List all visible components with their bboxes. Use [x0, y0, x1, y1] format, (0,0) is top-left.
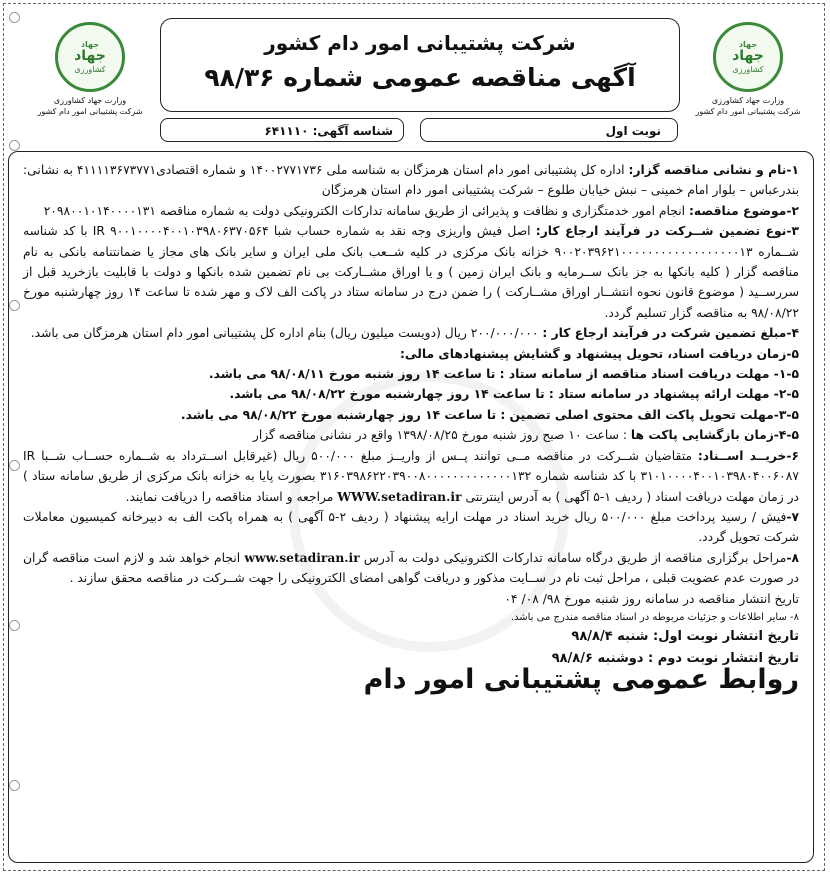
organization-title: شرکت پشتیبانی امور دام کشور: [264, 31, 576, 55]
item-8: [23, 548, 799, 589]
item-2-label: ۲-موضوع مناقصه:: [688, 203, 799, 218]
item-4-label: ۴-مبلغ تضمین شرکت در فرآیند ارجاع کار :: [542, 326, 799, 341]
item-5-4: [23, 425, 799, 445]
logo-top-text: جهاد: [80, 40, 100, 50]
logo-caption-line1: وزارت جهاد کشاورزی: [53, 96, 127, 105]
setadiran-link[interactable]: WWW.setadiran.ir: [337, 488, 462, 504]
logo-sub-text: کشاورزی: [732, 64, 764, 74]
item-6-text: متقاضیان شــرکت در مناقصه مــی توانند پــس از واریــز مبلغ ۵۰۰/۰۰۰ ریال (غیرقابل اســترداد به شــماره حســاب شــبا IR ۳۱۰۱۰۰۰۰۴۰۰۱۰۳۹۸۰۴۰۰۶۰۸۷ با کد شناسه شماره ۳۱۶۰۳۹۸۶۲۲۰۳۹۰۰۸۰۰۰۰۰۰۰۰۰۰۰۰۰۱۳۲ بصورت پایا به خزانه بانک مرکزی از طریق سامانه ستاد ) در زمان مهلت دریافت اسناد ( ردیف ۱-۵ آگهی ) به آدرس اینترنتی: [23, 448, 799, 504]
item-5-2: [23, 384, 799, 404]
item-5-3-text: : تا ساعت ۱۴ روز چهارشنبه مورخ ۹۸/۰۸/۲۲ می باشد.: [180, 407, 510, 422]
item-2-text: انجام امور خدمتگزاری و نظافت و پذیرائی از طریق سامانه تدارکات الکترونیکی دولت به شماره مناقصه ۲۰۹۸۰۰۱۰۱۴۰۰۰۰۱۳۱: [43, 203, 689, 218]
item-5-3-label: ۳-۵-مهلت تحویل پاکت الف محتوی اصلی تضمین: [509, 407, 799, 422]
title-box: [160, 18, 680, 112]
other-info-note: ۸- سایر اطلاعات و جزئیات مربوطه در اسناد مناقصه مندرج می باشد.: [510, 611, 799, 623]
logo-caption: [28, 96, 152, 118]
item-1: [23, 160, 799, 201]
jahad-logo-icon: [713, 22, 783, 92]
item-6-text-end: مراجعه و اسناد مناقصه را دریافت نمایند.: [125, 489, 338, 504]
logo-caption-line2: شرکت پشتیبانی امور دام کشور: [37, 106, 143, 116]
item-1-text: اداره کل پشتیبانی امور دام استان هرمزگان به شناسه ملی ۱۴۰۰۲۷۷۱۷۳۶ و شماره اقتصادی۴۱۱۱۱۳۶۷۳۷۷۱ به نشانی: بندرعباس – بلوار امام خمینی – نبش خیابان طلوع – شرکت پشتیبانی امور دام استان هرمزگان: [23, 163, 799, 198]
item-3-text: اصل فیش واریزی وجه نقد به شماره حساب شبا IR ۹۰۰۱۰۰۰۰۴۰۰۱۰۳۹۸۰۶۳۷۰۵۶۴ با کد شناسه شــماره ۹۰۰۲۰۳۹۶۲۱۰۰۰۰۰۰۰۰۰۰۰۰۰۰۰۰۰۰۱۳ خزانه بانک مرکزی در کلیه شــعب بانک ملی ایران و سایر بانک های مجاز یا ضمانتنامه بانکی به نام مناقصه گزار ( کلیه بانکها به جز بانک ســرمایه و بانک ایران زمین ) و یا اوراق مشــارکت بی نام تضمین شده بانکها و دولت با قابلیت بازخرید قبل از سررســید ( موضوع قانون نحوه انتشــار اوراق مشــارکت ) را ضمن درج در سامانه ستاد در پاکت الف لاک و مهر شده تا ساعت ۱۴ روز چهارشنبه مورخ ۹۸/۰۸/۲۲ به مناقصه گزار تسلیم گردد.: [23, 224, 799, 320]
logo-left: [28, 22, 152, 118]
first-publication-date: تاریخ انتشار نوبت اول: شنبه ۹۸/۸/۴: [571, 628, 799, 644]
item-5-3: [23, 405, 799, 425]
tender-title: آگهی مناقصه عمومی شماره ۹۸/۳۶: [204, 63, 636, 92]
signature-public-relations: روابط عمومی پشتیبانی امور دام: [363, 663, 799, 695]
item-7-text: فیش / رسید پرداخت مبلغ ۵۰۰/۰۰۰ ریال خرید اسناد در مهلت ارایه پیشنهاد ( ردیف ۲-۵ آگهی ) به همراه پاکت الف به دبیرخانه کمیسیون معاملات شرکت تحویل گردد.: [23, 509, 799, 545]
item-4: [23, 323, 799, 343]
item-5-4-text: : ساعت ۱۰ صبح روز شنبه مورخ ۱۳۹۸/۰۸/۲۵ واقع در نشانی مناقصه گزار: [252, 428, 631, 443]
notice-id: شناسه آگهی: ۶۴۱۱۱۰: [160, 118, 404, 142]
item-5-4-label: ۴-۵-زمان بازگشایی پاکت ها: [630, 428, 799, 443]
item-3: [23, 221, 799, 323]
item-3-label: ۳-نوع تضمین شــرکت در فرآیند ارجاع کار:: [535, 224, 799, 239]
item-1-label: ۱-نام و نشانی مناقصه گزار:: [628, 163, 799, 177]
system-publish-date: تاریخ انتشار مناقصه در سامانه روز شنبه مورخ ۹۸/ ۰۸/ ۰۴: [504, 591, 799, 606]
item-2: [23, 201, 799, 221]
item-5-2-text: : تا ساعت ۱۴ روز چهارشنبه مورخ ۹۸/۰۸/۲۲ می باشد.: [229, 387, 559, 402]
logo-sub-text: کشاورزی: [74, 64, 106, 74]
item-8-text: مراحل برگزاری مناقصه از طریق درگاه سامانه تدارکات الکترونیکی دولت به آدرس: [359, 550, 787, 565]
logo-caption-line1: وزارت جهاد کشاورزی: [711, 96, 785, 105]
item-6: [23, 446, 799, 507]
item-7: [23, 507, 799, 548]
publication-round: نوبت اول: [420, 118, 678, 142]
logo-main-text: جهاد: [74, 48, 106, 65]
second-publication-date: تاریخ انتشار نوبت دوم : دوشنبه ۹۸/۸/۶: [551, 650, 799, 666]
item-8-text-end: انجام خواهد شد و لازم است مناقصه گران در صورت عدم عضویت قبلی ، مراحل ثبت نام در ســایت مذکور و دریافت گواهی امضای الکترونیکی را جهت شــرکت در مناقصه محقق سازند .: [23, 550, 799, 586]
logo-caption: [686, 96, 810, 118]
logo-top-text: جهاد: [738, 40, 758, 50]
item-5-1-label: ۱-۵- مهلت دریافت اسناد مناقصه از سامانه ستاد: [508, 367, 799, 382]
logo-caption-line2: شرکت پشتیبانی امور دام کشور: [695, 106, 801, 116]
notice-header: [28, 18, 810, 146]
item-5-heading: ۵-زمان دریافت اسناد، تحویل پیشنهاد و گشایش پیشنهادهای مالی:: [399, 346, 799, 361]
binder-hole: [9, 12, 20, 23]
logo-right: [686, 22, 810, 118]
item-7-label: ۷-: [786, 509, 799, 524]
notice-body: [8, 151, 814, 863]
item-5-1-text: : تا ساعت ۱۴ روز شنبه مورخ ۹۸/۰۸/۱۱ می باشد.: [208, 367, 509, 382]
item-5-1: [23, 364, 799, 384]
setadiran-link[interactable]: www.setadiran.ir: [244, 549, 360, 565]
item-5-2-label: ۲-۵- مهلت ارائه پیشنهاد در سامانه ستاد: [558, 387, 799, 402]
item-6-label: ۶-خریــد اســناد:: [697, 448, 799, 463]
binder-hole: [9, 140, 20, 151]
logo-main-text: جهاد: [732, 48, 764, 65]
item-4-text: ۲۰۰/۰۰۰/۰۰۰ ریال (دویست میلیون ریال) بنام اداره کل پشتیبانی امور دام استان هرمزگان می باشد.: [30, 326, 543, 341]
item-8-label: ۸-: [786, 550, 800, 565]
jahad-logo-icon: [55, 22, 125, 92]
